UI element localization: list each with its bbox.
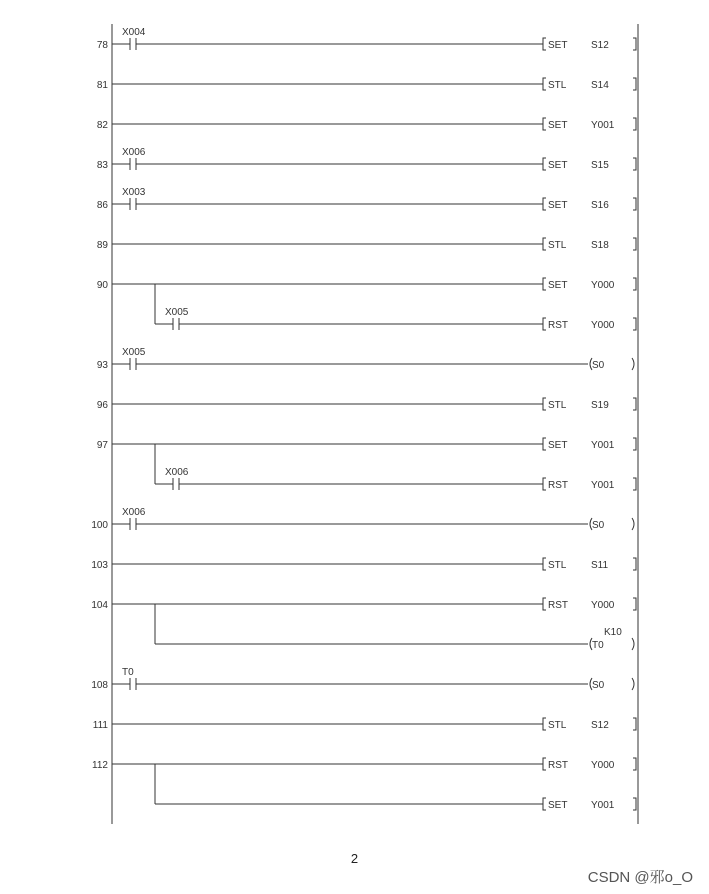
- step-number: 90: [96, 280, 108, 291]
- rung: [97, 187, 636, 211]
- step-number: 86: [96, 200, 108, 211]
- instruction-operand: S16: [591, 200, 609, 211]
- contact-label: X006: [122, 507, 146, 518]
- instruction-op: SET: [548, 800, 568, 811]
- open-bracket: [543, 238, 546, 250]
- contact-label: X003: [122, 187, 146, 198]
- rung: [97, 78, 636, 91]
- contact-label: X005: [165, 307, 189, 318]
- rung: [97, 347, 634, 371]
- open-bracket: [543, 398, 546, 410]
- coil-close: [632, 678, 634, 690]
- step-number: 96: [96, 400, 108, 411]
- coil-parameter: K10: [604, 627, 622, 638]
- close-bracket: [633, 278, 636, 290]
- rung: [91, 598, 636, 651]
- rung: [97, 278, 636, 331]
- close-bracket: [633, 758, 636, 770]
- coil-operand: S0: [592, 680, 605, 691]
- branch: [155, 604, 634, 651]
- coil-close: [632, 638, 634, 650]
- rung: [92, 758, 636, 811]
- instruction-operand: S12: [591, 40, 609, 51]
- contact-label: X006: [165, 467, 189, 478]
- instruction-op: SET: [548, 200, 568, 211]
- rung: [97, 438, 636, 491]
- contact-label: T0: [122, 667, 134, 678]
- instruction-operand: Y001: [591, 120, 615, 131]
- open-bracket: [543, 318, 546, 330]
- open-bracket: [543, 558, 546, 570]
- close-bracket: [633, 118, 636, 130]
- open-bracket: [543, 78, 546, 90]
- contact-label: X006: [122, 147, 146, 158]
- instruction-op: STL: [548, 560, 567, 571]
- close-bracket: [633, 718, 636, 730]
- page-number: 2: [350, 851, 359, 866]
- coil-operand: S0: [592, 520, 605, 531]
- coil-close: [632, 518, 634, 530]
- instruction-operand: Y000: [591, 280, 615, 291]
- open-bracket: [543, 798, 546, 810]
- close-bracket: [633, 198, 636, 210]
- close-bracket: [633, 158, 636, 170]
- rung: [97, 27, 636, 51]
- instruction-operand: S15: [591, 160, 609, 171]
- instruction-op: STL: [548, 720, 567, 731]
- open-bracket: [543, 478, 546, 490]
- step-number: 82: [96, 120, 108, 131]
- instruction-operand: Y001: [591, 480, 615, 491]
- close-bracket: [633, 438, 636, 450]
- branch: [155, 284, 636, 331]
- rungs-layer: [91, 27, 636, 811]
- close-bracket: [633, 598, 636, 610]
- rung: [97, 147, 636, 171]
- instruction-op: RST: [548, 480, 568, 491]
- instruction-op: RST: [548, 320, 568, 331]
- instruction-operand: S12: [591, 720, 609, 731]
- close-bracket: [633, 318, 636, 330]
- instruction-op: SET: [548, 440, 568, 451]
- close-bracket: [633, 38, 636, 50]
- close-bracket: [633, 238, 636, 250]
- rung: [93, 718, 636, 731]
- close-bracket: [633, 78, 636, 90]
- watermark: CSDN @邪o_O: [587, 869, 693, 886]
- step-number: 93: [96, 360, 108, 371]
- step-number: 112: [92, 760, 108, 771]
- instruction-operand: S14: [591, 80, 609, 91]
- branch: [155, 444, 636, 491]
- open-bracket: [543, 718, 546, 730]
- close-bracket: [633, 798, 636, 810]
- open-bracket: [543, 118, 546, 130]
- open-bracket: [543, 198, 546, 210]
- step-number: 89: [96, 240, 108, 251]
- contact-label: X005: [122, 347, 146, 358]
- step-number: 100: [91, 520, 108, 531]
- instruction-operand: Y001: [591, 800, 615, 811]
- instruction-operand: S18: [591, 240, 609, 251]
- instruction-operand: Y000: [591, 320, 615, 331]
- coil-operand: T0: [592, 640, 604, 651]
- step-number: 83: [96, 160, 108, 171]
- step-number: 97: [96, 440, 108, 451]
- branch: [155, 764, 636, 811]
- rung: [97, 118, 636, 131]
- step-number: 108: [91, 680, 108, 691]
- step-number: 111: [92, 720, 108, 731]
- step-number: 104: [91, 600, 108, 611]
- open-bracket: [543, 278, 546, 290]
- open-bracket: [543, 438, 546, 450]
- close-bracket: [633, 478, 636, 490]
- rung: [91, 667, 634, 691]
- instruction-op: STL: [548, 400, 567, 411]
- instruction-operand: Y000: [591, 760, 615, 771]
- instruction-op: STL: [548, 80, 567, 91]
- open-bracket: [543, 38, 546, 50]
- rung: [97, 238, 636, 251]
- instruction-operand: Y001: [591, 440, 615, 451]
- step-number: 103: [91, 560, 108, 571]
- close-bracket: [633, 558, 636, 570]
- rung: [97, 398, 636, 411]
- instruction-op: RST: [548, 760, 568, 771]
- rung: [91, 558, 636, 571]
- step-number: 78: [96, 40, 108, 51]
- instruction-op: SET: [548, 280, 568, 291]
- instruction-op: STL: [548, 240, 567, 251]
- coil-close: [632, 358, 634, 370]
- instruction-op: SET: [548, 120, 568, 131]
- coil-operand: S0: [592, 360, 605, 371]
- instruction-op: SET: [548, 40, 568, 51]
- instruction-operand: S11: [591, 560, 609, 571]
- instruction-op: RST: [548, 600, 568, 611]
- contact-label: X004: [122, 27, 146, 38]
- open-bracket: [543, 758, 546, 770]
- rung: [91, 507, 634, 531]
- instruction-operand: Y000: [591, 600, 615, 611]
- open-bracket: [543, 158, 546, 170]
- open-bracket: [543, 598, 546, 610]
- close-bracket: [633, 398, 636, 410]
- instruction-op: SET: [548, 160, 568, 171]
- instruction-operand: S19: [591, 400, 609, 411]
- step-number: 81: [96, 80, 108, 91]
